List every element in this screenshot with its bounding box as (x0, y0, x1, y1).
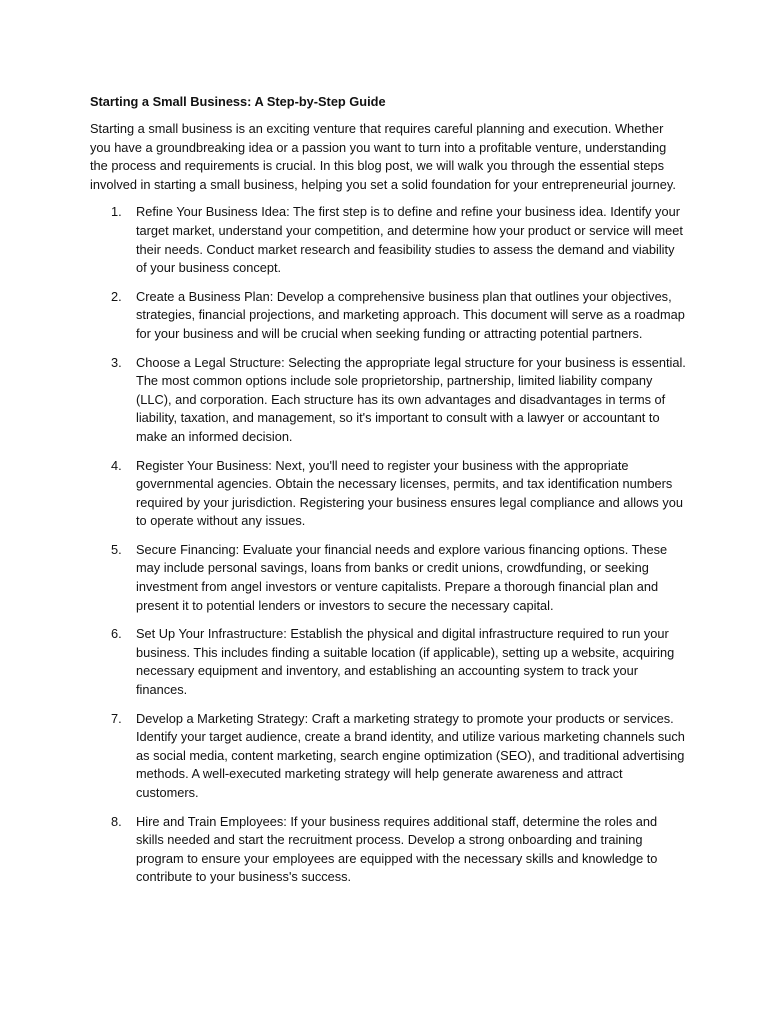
step-number: 8. (111, 813, 122, 829)
step-text: Create a Business Plan: Develop a comprehensive business plan that outlines your objectives, strategies, financial projections, and marketing approach. This document will serve as a roadmap for your business and will be crucial when seeking funding or attracting potential partners. (136, 288, 685, 341)
step-number: 2. (111, 288, 122, 304)
step-text: Set Up Your Infrastructure: Establish the physical and digital infrastructure required to run your business. This includes finding a suitable location (if applicable), setting up a website, acquiring necessary equipment and inventory, and establishing an accounting system to track your finances. (136, 626, 675, 698)
list-item (90, 457, 686, 531)
step-text: Register Your Business: Next, you'll need to register your business with the appropriate governmental agencies. Obtain the necessary licenses, permits, and tax identification numbers required by your jurisdiction. Registering your business ensures legal compliance and allows you to operate without any issues. (136, 457, 683, 529)
list-item (90, 710, 686, 803)
step-number: 6. (111, 626, 122, 642)
step-text: Choose a Legal Structure: Selecting the appropriate legal structure for your business is essential. The most common options include sole proprietorship, partnership, limited liability company (LLC), and corporation. Each structure has its own advantages and disadvantages in terms of liability, taxation, and management, so it's important to consult with a lawyer or accountant to make an informed decision. (136, 354, 686, 444)
list-item (90, 203, 686, 277)
step-number: 4. (111, 457, 122, 473)
list-item (90, 541, 686, 615)
list-item (90, 813, 686, 887)
list-item (90, 354, 686, 447)
step-text: Hire and Train Employees: If your business requires additional staff, determine the roles and skills needed and start the recruitment process. Develop a strong onboarding and training program to ensure your employees are equipped with the necessary skills and knowledge to contribute to your business's success. (136, 813, 658, 885)
step-number: 7. (111, 710, 122, 726)
step-text: Develop a Marketing Strategy: Craft a marketing strategy to promote your products or services. Identify your target audience, create a brand identity, and utilize various marketing channels such as social media, content marketing, search engine optimization (SEO), and traditional advertising methods. A well-executed marketing strategy will help generate awareness and attract customers. (136, 710, 685, 800)
step-text: Refine Your Business Idea: The first step is to define and refine your business idea. Identify your target market, understand your competition, and determine how your product or service will meet their needs. Conduct market research and feasibility studies to assess the demand and viability of your business concept. (136, 204, 683, 276)
intro-paragraph: Starting a small business is an exciting venture that requires careful planning and execution. Whether you have a groundbreaking idea or a passion you want to turn into a profitable venture, understanding the process and requirements is crucial. In this blog post, we will walk you through the essential steps involved in starting a small business, helping you set a solid foundation for your entrepreneurial journey. (90, 121, 676, 192)
document-title: Starting a Small Business: A Step-by-Step Guide (90, 94, 386, 109)
list-item (90, 625, 686, 699)
step-number: 5. (111, 541, 122, 557)
step-text: Secure Financing: Evaluate your financial needs and explore various financing options. These may include personal savings, loans from banks or credit unions, crowdfunding, or seeking investment from angel investors or venture capitalists. Prepare a thorough financial plan and present it to potential lenders or investors to secure the necessary capital. (136, 541, 668, 613)
list-item (90, 288, 686, 344)
step-number: 1. (111, 204, 122, 220)
step-number: 3. (111, 354, 122, 370)
steps-list (90, 203, 686, 887)
